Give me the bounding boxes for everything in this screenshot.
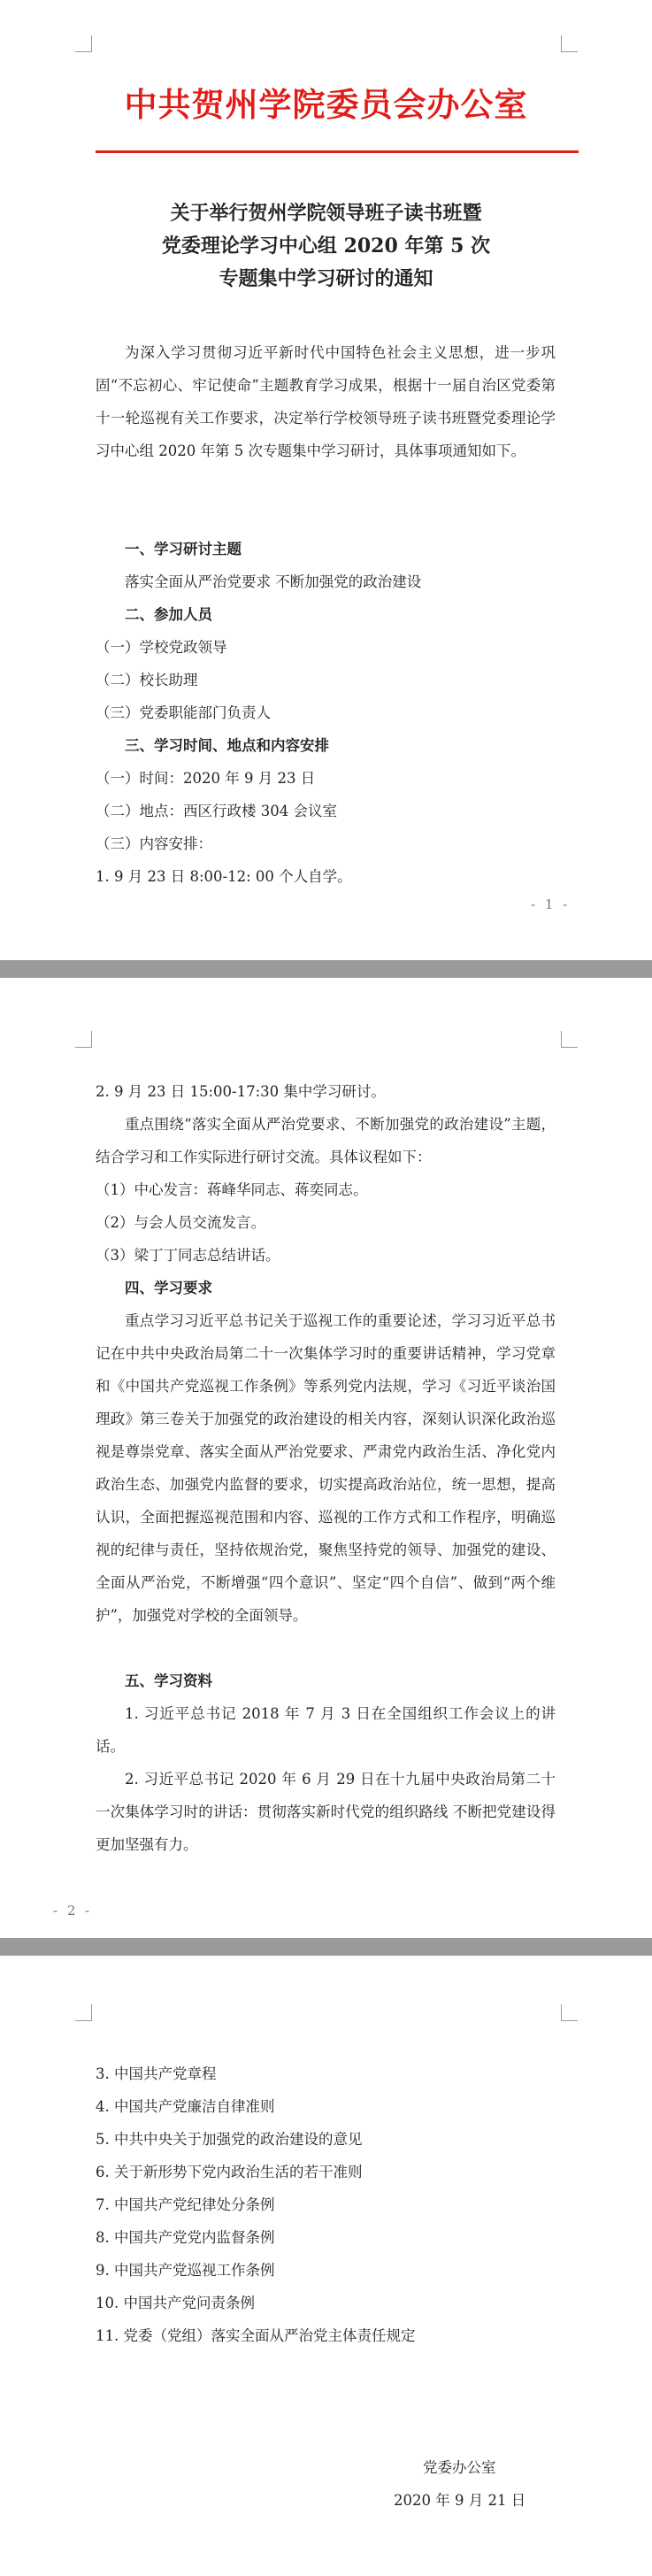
material-item: 9. 中国共产党巡视工作条例: [96, 2262, 275, 2279]
attendee-item: （二）校长助理: [96, 672, 198, 688]
material-item: 7. 中国共产党纪律处分条例: [96, 2196, 275, 2213]
material-2-block: [96, 1763, 556, 1861]
doc-title-line-2: 党委理论学习中心组 2020 年第 5 次: [161, 235, 491, 258]
crop-mark: [75, 35, 92, 52]
doc-title-line-1: 关于举行贺州学院领导班子读书班暨: [170, 202, 482, 225]
attendee-item: （三）党委职能部门负责人: [96, 704, 271, 721]
page-number: - 1 -: [531, 896, 571, 912]
document-page-2: [0, 978, 652, 1938]
requirements-paragraph: 重点学习习近平总书记关于巡视工作的重要论述，学习习近平总书记在中共中央政治局第二十一次集体学习时的重要讲话精神，学习党章和《中国共产党巡视工作条例》等系列党内法规，学习《习近平谈治国理政》第三卷关于加强党的政治建设的相关内容，深刻认识深化政治巡视是尊崇党章、落实全面从严治党要求、严肃党内政治生活、净化党内政治生态、加强党内监督的要求，切实提高政治站位，统一思想，提高认识，全面把握巡视范围和内容、巡视的工作方式和工作程序，明确巡视的纪律与责任，坚持依规治党，聚焦坚持党的领导、加强党的建设、全面从严治党，不断增强“四个意识”、坚定“四个自信”、做到“两个维护”，加强党对学校的全面领导。: [96, 1312, 556, 1624]
focus-block: [96, 1108, 556, 1173]
section-5-heading: 五、学习资料: [125, 1672, 212, 1689]
section-1-body: 落实全面从严治党要求 不断加强党的政治建设: [125, 573, 422, 590]
schedule-item: （二）地点：西区行政楼 304 会议室: [96, 803, 337, 819]
material-item: 5. 中共中央关于加强党的政治建设的意见: [96, 2131, 363, 2148]
document-page-1: [0, 0, 652, 960]
section-4-heading: 四、学习要求: [125, 1280, 212, 1296]
section-1-heading: 一、学习研讨主题: [125, 541, 242, 557]
signature-date: 2020 年 9 月 21 日: [394, 2492, 526, 2509]
schedule-line-1: 1. 9 月 23 日 8:00-12: 00 个人自学。: [96, 868, 352, 885]
crop-mark: [561, 35, 578, 52]
material-item: 8. 中国共产党党内监督条例: [96, 2229, 275, 2246]
intro-paragraph: 为深入学习贯彻习近平新时代中国特色社会主义思想，进一步巩固“不忘初心、牢记使命”主题教育学习成果，根据十一届自治区党委第十一轮巡视有关工作要求，决定举行学校领导班子读书班暨党委理论学习中心组 2020 年第 5 次专题集中学习研讨，具体事项通知如下。: [96, 344, 556, 459]
material-item: 11. 党委（党组）落实全面从严治党主体责任规定: [96, 2327, 416, 2344]
material-1-block: [96, 1697, 556, 1763]
material-item: 10. 中国共产党问责条例: [96, 2295, 255, 2311]
section-2-heading: 二、参加人员: [125, 606, 212, 623]
crop-mark: [561, 2004, 578, 2021]
crop-mark: [75, 2004, 92, 2021]
material-item: 1. 习近平总书记 2018 年 7 月 3 日在全国组织工作会议上的讲话。: [96, 1705, 556, 1755]
crop-mark: [561, 1031, 578, 1048]
attendee-item: （一）学校党政领导: [96, 639, 227, 656]
material-item: 2. 习近平总书记 2020 年 6 月 29 日在十九届中央政治局第二十一次集体学习时的讲话：贯彻落实新时代党的组织路线 不断把党建设得更加坚强有力。: [96, 1771, 556, 1853]
letterhead-red-rule: [96, 150, 579, 153]
focus-paragraph: 重点围绕“落实全面从严治党要求、不断加强党的政治建设”主题，结合学习和工作实际进行研讨交流。具体议程如下：: [96, 1116, 556, 1165]
section-3-heading: 三、学习时间、地点和内容安排: [125, 737, 329, 754]
crop-mark: [75, 1031, 92, 1048]
material-item: 4. 中国共产党廉洁自律准则: [96, 2098, 275, 2115]
document-page-3: [0, 1956, 652, 2576]
signature-office: 党委办公室: [423, 2459, 496, 2476]
intro-block: [96, 336, 556, 467]
agenda-item: （1）中心发言：蒋峰华同志、蒋奕同志。: [96, 1181, 368, 1198]
schedule-line-2: 2. 9 月 23 日 15:00-17:30 集中学习研讨。: [96, 1083, 386, 1100]
material-item: 6. 关于新形势下党内政治生活的若干准则: [96, 2164, 363, 2180]
material-item: 3. 中国共产党章程: [96, 2065, 217, 2082]
agenda-item: （3）梁丁丁同志总结讲话。: [96, 1247, 280, 1264]
doc-title-line-3: 专题集中学习研讨的通知: [219, 267, 433, 290]
schedule-item: （三）内容安排：: [96, 835, 212, 852]
requirements-block: [96, 1304, 556, 1632]
agenda-item: （2）与会人员交流发言。: [96, 1214, 265, 1231]
page-number: - 2 -: [53, 1903, 93, 1919]
schedule-item: （一）时间：2020 年 9 月 23 日: [96, 770, 316, 787]
letterhead-org-name: 中共贺州学院委员会办公室: [124, 85, 528, 124]
